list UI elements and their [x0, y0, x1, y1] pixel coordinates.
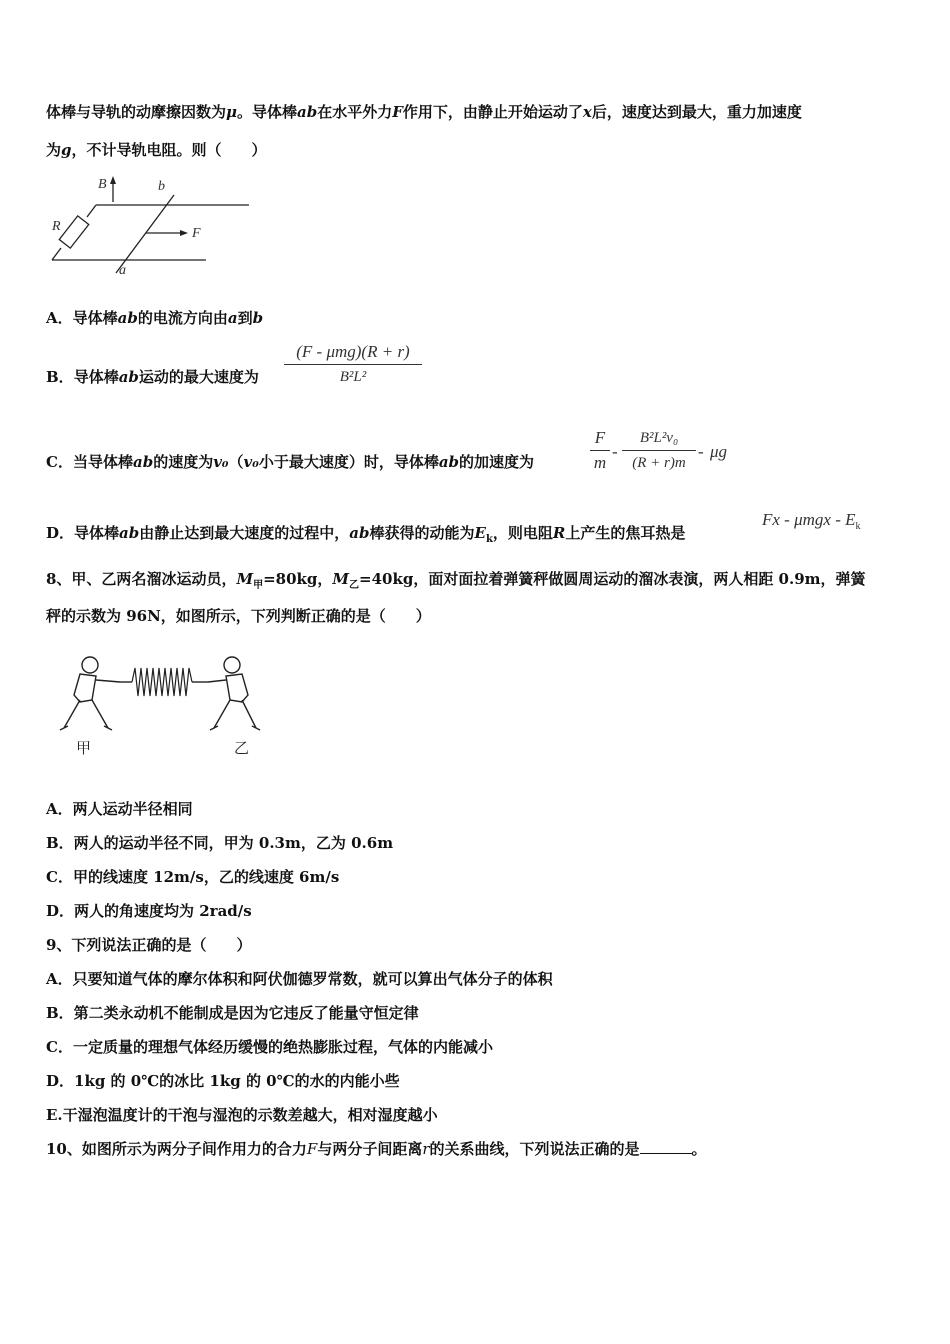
fraction-numerator: (F - μmg)(R + r) — [296, 342, 410, 361]
q9-option-c: C．一定质量的理想气体经历缓慢的绝热膨胀过程，气体的内能减小 — [46, 1038, 493, 1056]
q9-option-a: A．只要知道气体的摩尔体积和阿伏伽德罗常数，就可以算出气体分子的体积 — [46, 970, 553, 988]
formula-subscript: k — [855, 521, 861, 533]
x-symbol: x — [582, 103, 592, 121]
q10-stem — [46, 1139, 707, 1159]
q10-text: 。 — [691, 1140, 707, 1158]
q8-text: =40kg，面对面拉着弹簧秤做圆周运动的溜冰表演，两人相距 0.9m，弹簧 — [359, 570, 866, 588]
minus-sign: - — [698, 442, 704, 461]
ab-symbol: ab — [118, 368, 139, 386]
q7-option-d — [46, 523, 685, 550]
ab-symbol: ab — [349, 524, 370, 542]
M-symbol: M — [332, 570, 349, 588]
q8-option-a: A．两人运动半径相同 — [46, 800, 193, 818]
label-R: R — [52, 219, 61, 234]
conductor-rod-ab — [116, 195, 174, 273]
label-b: b — [158, 179, 165, 194]
label-yi: 乙 — [234, 741, 250, 757]
label-a: a — [119, 263, 126, 278]
ab-symbol: ab — [117, 309, 138, 327]
ab-symbol: ab — [297, 103, 318, 121]
v0-symbol: v₀ — [243, 453, 259, 471]
subscript-jia: 甲 — [253, 580, 264, 591]
label-F: F — [192, 226, 201, 241]
q7-text: 体棒与导轨的动摩擦因数为 — [46, 103, 227, 121]
q8-stem-line2: 秤的示数为 96N，如图所示，下列判断正确的是（ ） — [46, 607, 431, 625]
q9-stem: 9、下列说法正确的是（ ） — [46, 936, 252, 954]
ab-symbol: ab — [119, 524, 140, 542]
option-text: （ — [228, 453, 244, 471]
q10-text: 与两分子间距离 — [317, 1140, 423, 1158]
q7-text: 作用下，由静止开始运动了 — [402, 103, 583, 121]
q8-skaters-figure — [50, 650, 275, 760]
F-symbol: F — [392, 103, 403, 121]
answer-blank[interactable] — [640, 1139, 692, 1154]
q8-option-d: D．两人的角速度均为 2rad/s — [46, 902, 252, 920]
q7-option-b — [46, 367, 259, 387]
option-text: 上产生的焦耳热是 — [565, 524, 686, 542]
q7-option-c-fraction-2 — [622, 428, 696, 473]
ab-symbol: ab — [438, 453, 460, 471]
option-text: 导体棒 — [73, 368, 119, 386]
q9-option-b: B．第二类永动机不能制成是因为它违反了能量守恒定律 — [46, 1004, 419, 1022]
v0-symbol: v₀ — [213, 453, 229, 471]
option-text: 小于最大速度）时，导体棒 — [258, 453, 439, 471]
q9-option-e: E.干湿泡温度计的干泡与湿泡的示数差越大，相对湿度越小 — [46, 1106, 438, 1124]
q7-text: 为 — [46, 141, 62, 159]
arrow-up-icon — [110, 176, 116, 184]
option-letter: C． — [46, 453, 73, 471]
q7-text: 。导体棒 — [237, 103, 298, 121]
q8-stem-line1 — [46, 569, 866, 596]
mu-g-term: μg — [710, 442, 728, 461]
q7-option-a — [46, 308, 263, 328]
R-symbol: R — [552, 524, 566, 542]
subscript-yi: 乙 — [349, 580, 359, 591]
label-jia: 甲 — [76, 741, 92, 757]
q7-circuit-figure — [44, 170, 259, 280]
q8-option-b: B．两人的运动半径不同，甲为 0.3m，乙为 0.6m — [46, 834, 394, 852]
formula-text: Fx - μmgx - E — [762, 510, 856, 529]
option-text: 导体棒 — [74, 524, 120, 542]
label-B: B — [98, 177, 107, 192]
skater-jia-icon — [60, 657, 120, 730]
q10-text: 10、如图所示为两分子间作用力的合力 — [46, 1140, 307, 1158]
q8-option-c: C．甲的线速度 12m/s，乙的线速度 6m/s — [46, 868, 340, 886]
q7-stem-line1 — [46, 102, 802, 122]
fraction-denominator: m — [593, 453, 607, 472]
option-text: 当导体棒 — [72, 453, 133, 471]
minus-sign: - — [612, 442, 618, 461]
q7-text: ，不计导轨电阻。则（ ） — [71, 141, 267, 159]
fraction-bar — [590, 450, 610, 451]
option-text: 的加速度为 — [459, 453, 535, 471]
option-letter: D． — [46, 524, 75, 542]
fraction-bar — [284, 364, 422, 365]
fraction-denominator: (R + r)m — [632, 455, 686, 471]
mu-symbol: μ — [226, 103, 237, 121]
resistor-R — [59, 216, 89, 248]
spring-scale — [132, 668, 192, 696]
fraction-denominator: B²L² — [339, 369, 367, 385]
q8-text: =80kg， — [263, 570, 333, 588]
Ek-symbol: E — [474, 524, 486, 542]
q7-option-b-fraction — [284, 342, 422, 387]
M-symbol: M — [236, 570, 254, 588]
option-text: 的电流方向由 — [137, 309, 228, 327]
a-symbol: a — [227, 309, 238, 327]
r-symbol: r — [422, 1140, 430, 1158]
skater-yi-icon — [208, 657, 260, 730]
q7-text: 后，速度达到最大，重力加速度 — [591, 103, 802, 121]
option-text: 由静止达到最大速度的过程中， — [139, 524, 350, 542]
option-text: 棒获得的动能为 — [369, 524, 475, 542]
option-text: 导体棒 — [72, 309, 118, 327]
option-text: 的速度为 — [153, 453, 214, 471]
q7-text: 在水平外力 — [317, 103, 393, 121]
option-text: ，则电阻 — [492, 524, 553, 542]
q8-text: 8、甲、乙两名溜冰运动员， — [46, 570, 237, 588]
subscript-k: k — [485, 534, 493, 545]
q9-option-d: D．1kg 的 0℃的冰比 1kg 的 0℃的水的内能小些 — [46, 1072, 400, 1090]
option-letter: A． — [46, 309, 73, 327]
b-symbol: b — [252, 309, 264, 327]
option-letter: B． — [46, 368, 74, 386]
arrow-right-icon — [180, 230, 188, 236]
F-symbol: F — [306, 1140, 318, 1158]
q7-option-c-fraction-1 — [590, 428, 610, 473]
fraction-numerator: B²L²v₀ — [639, 430, 679, 446]
q7-stem-line2 — [46, 140, 267, 160]
fraction-numerator: F — [594, 428, 606, 447]
g-symbol: g — [61, 141, 72, 159]
q10-text: 的关系曲线，下列说法正确的是 — [429, 1140, 640, 1158]
q7-option-c — [46, 452, 534, 472]
option-text: 运动的最大速度为 — [138, 368, 259, 386]
fraction-bar — [622, 450, 696, 451]
ab-symbol: ab — [132, 453, 154, 471]
option-text: 到 — [237, 309, 253, 327]
q7-option-d-formula — [762, 510, 861, 532]
